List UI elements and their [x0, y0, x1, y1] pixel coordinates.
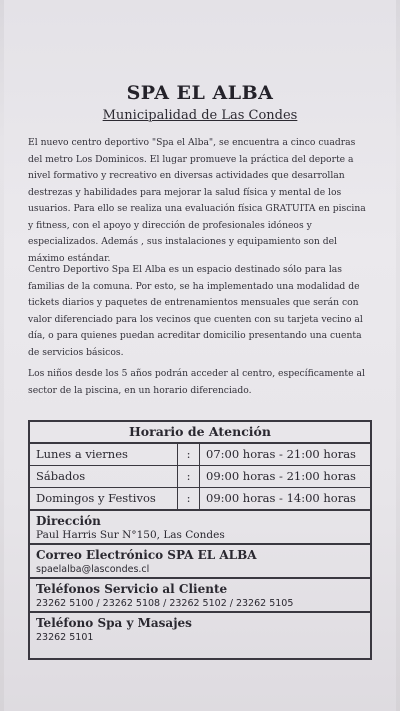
schedule-day: Domingos y Festivos — [30, 488, 178, 509]
email-value: spaelalba@lascondes.cl — [36, 564, 150, 575]
email-label: Correo Electrónico SPA EL ALBA — [36, 548, 257, 562]
schedule-separator: : — [178, 488, 200, 509]
address-label: Dirección — [36, 514, 101, 528]
schedule-separator: : — [178, 466, 200, 487]
schedule-row — [30, 444, 370, 466]
phones-label: Teléfonos Servicio al Cliente — [36, 582, 228, 596]
children-paragraph: Los niños desde los 5 años podrán acceder al centro, específicamente al sector de la piscina, en un horario diferenciado. — [28, 368, 365, 396]
schedule-row — [30, 466, 370, 488]
schedule-separator: : — [178, 444, 200, 465]
schedule-heading: Horario de Atención — [30, 422, 370, 444]
info-table — [28, 420, 372, 660]
spa-phone-label: Teléfono Spa y Masajes — [36, 616, 192, 630]
schedule-hours: 09:00 horas - 14:00 horas — [206, 491, 356, 505]
schedule-hours: 07:00 horas - 21:00 horas — [206, 447, 356, 461]
phones-value: 23262 5100 / 23262 5108 / 23262 5102 / 23262 5105 — [36, 598, 294, 609]
page-title: SPA EL ALBA — [126, 82, 274, 104]
address-value: Paul Harris Sur N°150, Las Condes — [36, 529, 225, 541]
spa-phone-value: 23262 5101 — [36, 632, 94, 643]
families-paragraph: Centro Deportivo Spa El Alba es un espacio destinado sólo para las familias de la comuna. Por esto, se ha implementado una modalidad de tickets diarios y paquetes de entrenamientos mensuales que serán con valor diferenciado para los vecinos que cuenten con su tarjeta vecino al día, o para quienes puedan acreditar domicilio presentando una cuenta de servicios básicos. — [28, 264, 363, 358]
intro-paragraph: El nuevo centro deportivo "Spa el Alba", se encuentra a cinco cuadras del metro Los Dominicos. El lugar promueve la práctica del deporte a nivel formativo y recreativo en diversas actividades que desarrollan destrezas y habilidades para mejorar la salud física y mental de los usuarios. Para ello se realiza una evaluación física GRATUITA en piscina y fitness, con el apoyo y dirección de profesionales idóneos y especializados. Además , sus instalaciones y equipamiento son del máximo estándar. — [28, 137, 366, 264]
schedule-day: Sábados — [30, 466, 178, 487]
spa-phone-block — [30, 613, 370, 645]
page-subtitle: Municipalidad de Las Condes — [102, 108, 298, 123]
email-block — [30, 545, 370, 579]
schedule-row — [30, 488, 370, 511]
schedule-hours: 09:00 horas - 21:00 horas — [206, 469, 356, 483]
schedule-day: Lunes a viernes — [30, 444, 178, 465]
address-block — [30, 511, 370, 545]
phones-block — [30, 579, 370, 613]
